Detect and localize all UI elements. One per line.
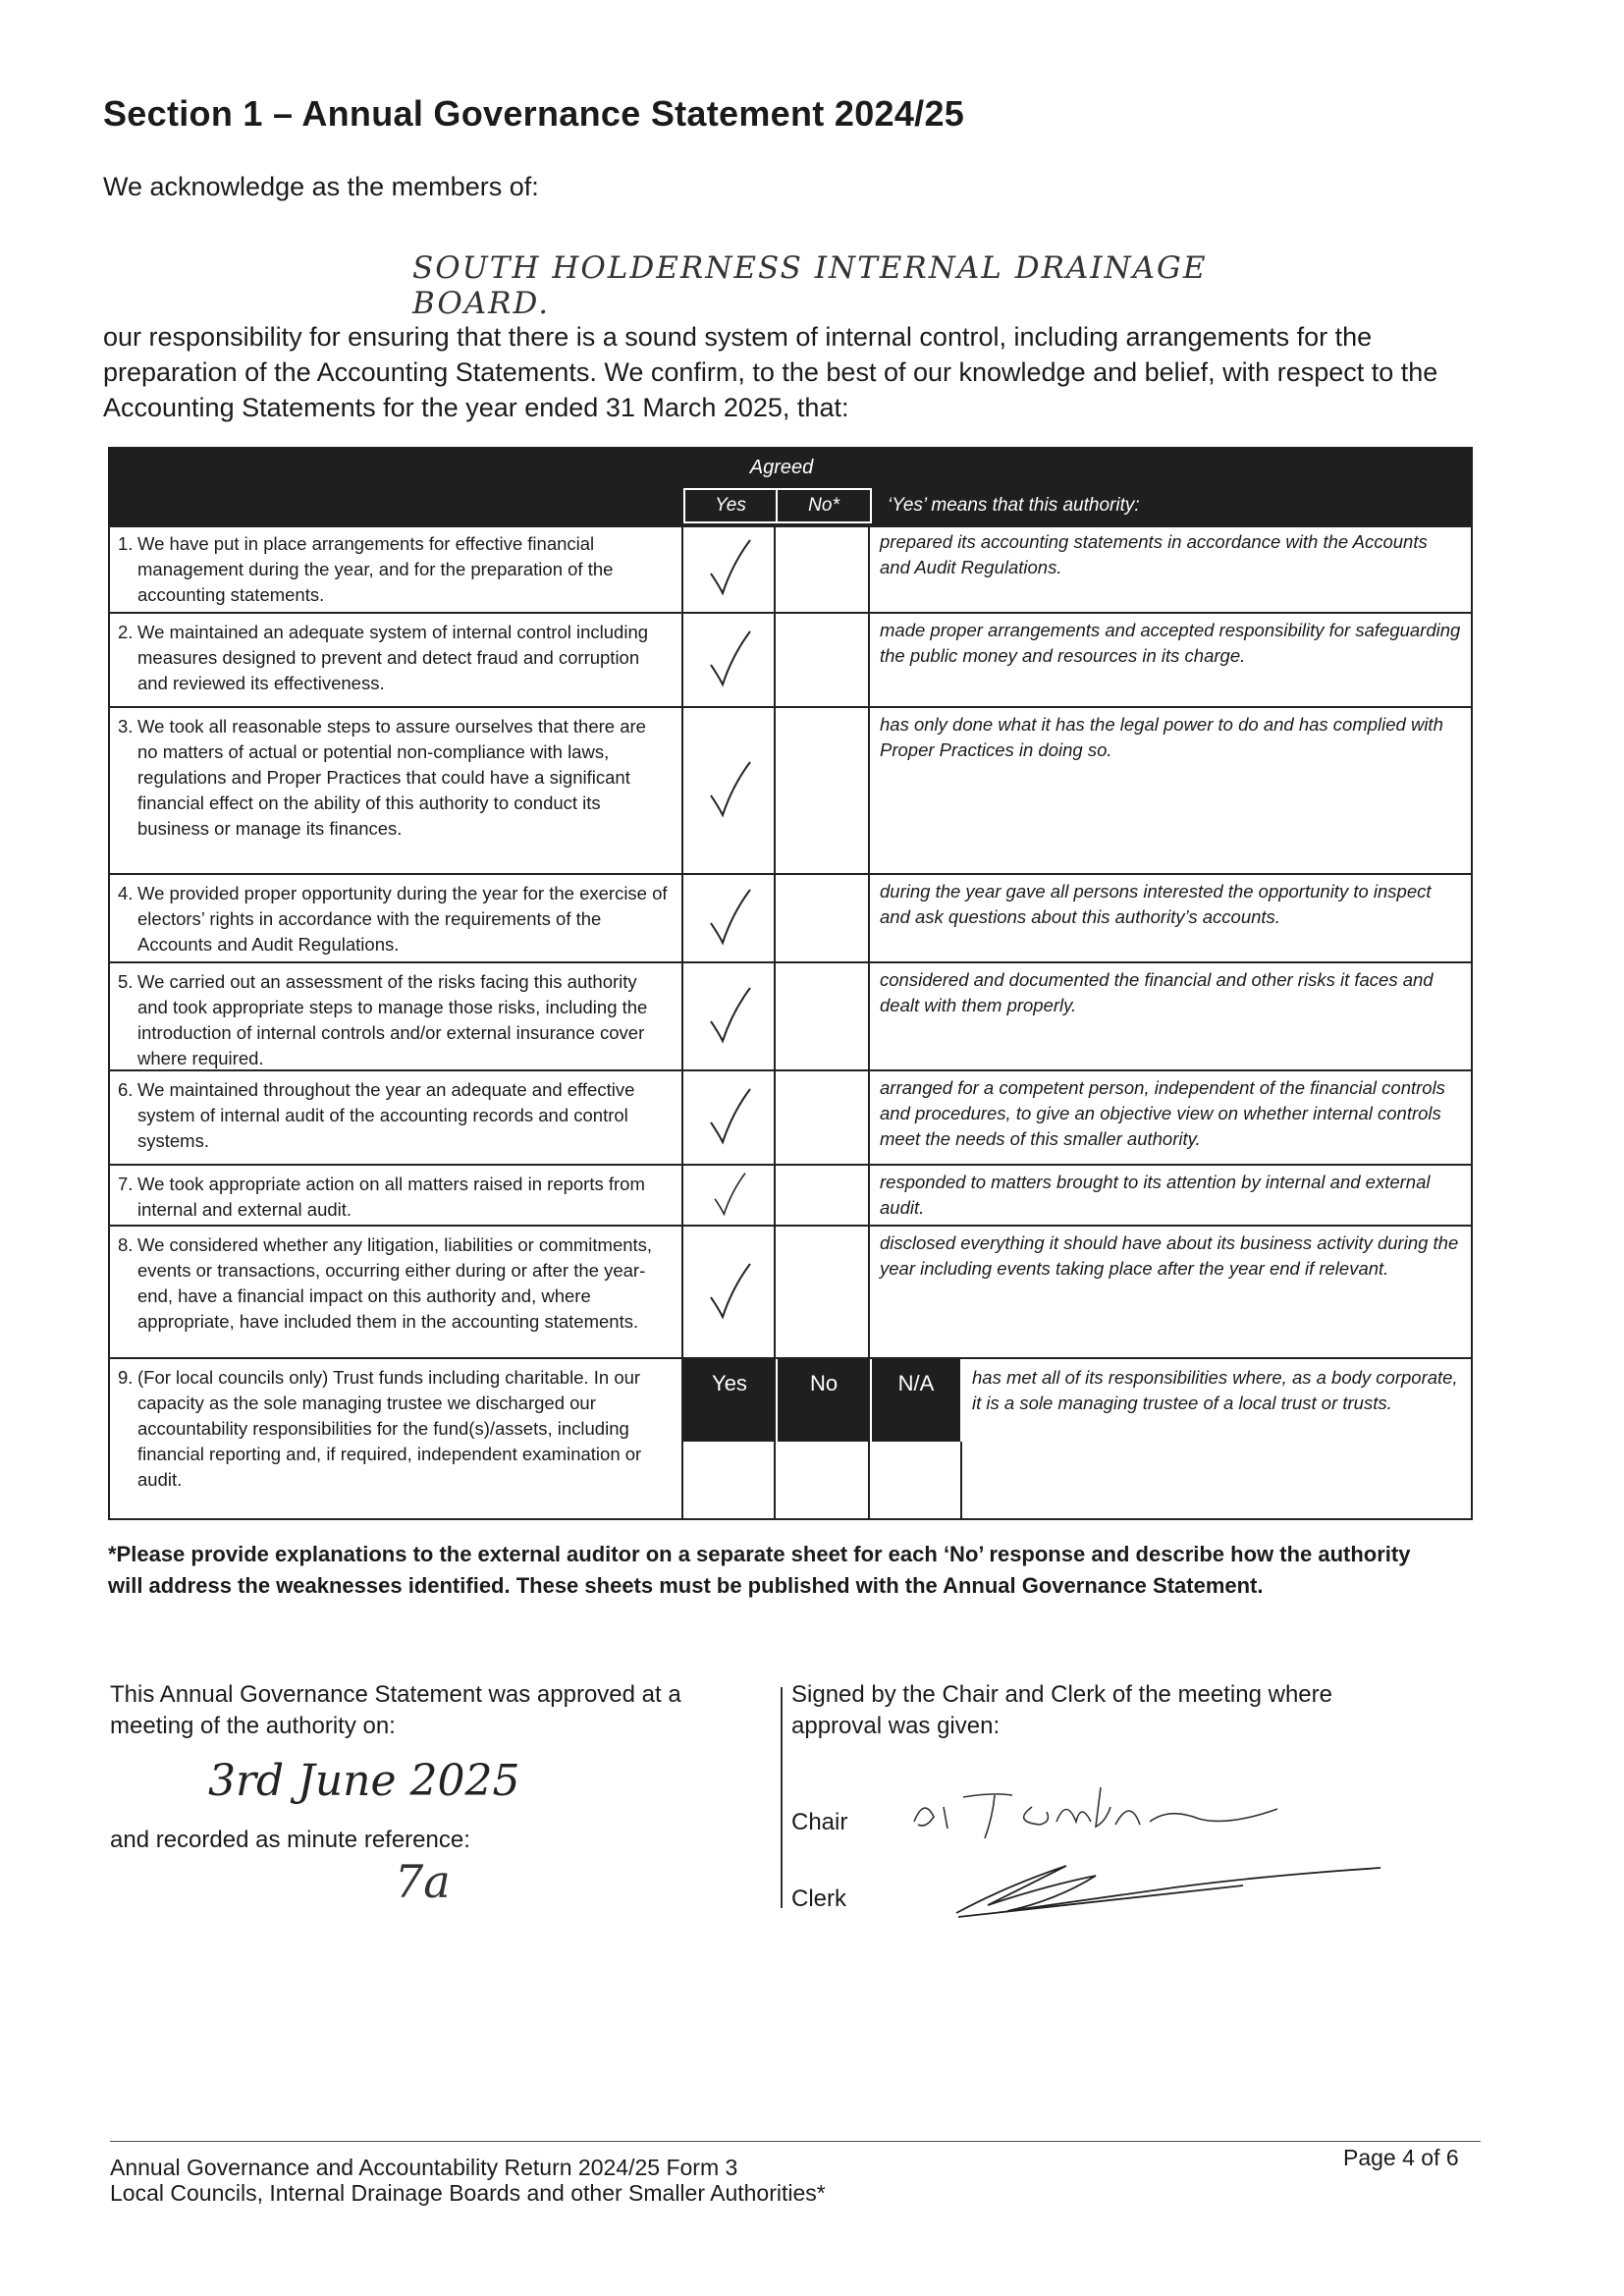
- header-yes-trust: Yes: [683, 1359, 776, 1442]
- table-row: [108, 525, 1473, 614]
- intro-paragraph: our responsibility for ensuring that there is a sound system of internal control, including arrangements for the preparation of the Accounting Statements. We confirm, to the best of our knowledge and belief, with respect to the Accounting Statements for the year ended 31 March 2025, that:: [103, 322, 1438, 422]
- footnote: *Please provide explanations to the external auditor on a separate sheet for each ‘No’ response and describe how the authority will address the weaknesses identified. These sheets must be published with the Annual Governance Statement.: [108, 1542, 1411, 1598]
- yes-cell: [683, 1166, 776, 1225]
- means-cell: arranged for a competent person, independent of the financial controls and procedures, to give an objective view on whether internal controls meet the needs of this smaller authority.: [870, 1071, 1473, 1164]
- yes-cell: [683, 1071, 776, 1164]
- table-row: [108, 1227, 1473, 1359]
- statement-text: We took all reasonable steps to assure ourselves that there are no matters of actual or potential non-compliance with laws, regulations and Proper Practices that could have a significant financial effect on the ability of this authority to conduct its business or manage its finances.: [137, 716, 646, 839]
- page-title: Section 1 – Annual Governance Statement 2024/25: [103, 93, 965, 134]
- header-means: ‘Yes’ means that this authority:: [888, 495, 1140, 516]
- tick-mark-icon: [699, 884, 758, 953]
- statement-cell: [108, 614, 683, 706]
- table-row: [108, 614, 1473, 708]
- no-cell-trust: [776, 1442, 870, 1518]
- means-cell: responded to matters brought to its attention by internal and external audit.: [870, 1166, 1473, 1225]
- statement-cell: [108, 525, 683, 612]
- row-number: 1.: [118, 533, 134, 554]
- table-row: [108, 708, 1473, 875]
- means-cell-trust: has met all of its responsibilities where, as a body corporate, it is a sole managing trustee of a local trust or trusts.: [962, 1359, 1473, 1518]
- statement-cell: [108, 1359, 683, 1518]
- no-cell: [776, 614, 870, 706]
- table-row: [108, 1071, 1473, 1166]
- tick-mark-icon: [699, 1258, 758, 1327]
- table-top-rule: [108, 525, 1473, 527]
- row-number: 9.: [118, 1367, 134, 1388]
- yes-cell: [683, 963, 776, 1069]
- tick-mark-icon: [699, 1169, 758, 1222]
- statement-cell: [108, 875, 683, 961]
- table-row-trust-funds: [108, 1359, 1473, 1520]
- means-cell: has only done what it has the legal power to do and has complied with Proper Practices in doing so.: [870, 708, 1473, 873]
- no-cell: [776, 875, 870, 961]
- tick-mark-icon: [699, 534, 758, 603]
- signed-label: Signed by the Chair and Clerk of the meeting where approval was given:: [791, 1681, 1332, 1739]
- statement-text: We have put in place arrangements for effective financial management during the year, and for the preparation of the accounting statements.: [137, 533, 614, 605]
- means-cell: prepared its accounting statements in accordance with the Accounts and Audit Regulations.: [870, 525, 1473, 612]
- clerk-label: Clerk: [791, 1886, 847, 1912]
- footer-form-title: Annual Governance and Accountability Return 2024/25 Form 3: [110, 2155, 738, 2180]
- tick-mark-icon: [699, 626, 758, 694]
- statement-cell: [108, 1227, 683, 1357]
- no-cell: [776, 1227, 870, 1357]
- no-cell: [776, 963, 870, 1069]
- tick-mark-icon: [699, 982, 758, 1051]
- row-number: 2.: [118, 622, 134, 642]
- na-cell-trust: [870, 1442, 962, 1518]
- authority-name-handwritten: SOUTH HOLDERNESS INTERNAL DRAINAGE BOARD.: [412, 250, 1208, 321]
- statement-cell: [108, 963, 683, 1069]
- row-number: 6.: [118, 1079, 134, 1100]
- yes-cell: [683, 875, 776, 961]
- page-number: Page 4 of 6: [1343, 2145, 1459, 2170]
- tick-mark-icon: [699, 1083, 758, 1152]
- table-row: [108, 875, 1473, 963]
- header-no: No*: [776, 488, 872, 523]
- statement-text: We took appropriate action on all matters raised in reports from internal and external audit.: [137, 1174, 645, 1220]
- footer-rule: [110, 2141, 1481, 2142]
- clerk-signature: [948, 1846, 1390, 1925]
- table-rows: [108, 525, 1473, 1520]
- statement-text: We considered whether any litigation, liabilities or commitments, events or transactions, occurring either during or after the year-end, have a financial impact on this authority and, where appropriate, have included them in the accounting statements.: [137, 1234, 653, 1332]
- no-cell: [776, 1166, 870, 1225]
- statement-text: We maintained an adequate system of internal control including measures designed to prevent and detect fraud and corruption and reviewed its effectiveness.: [137, 622, 649, 693]
- means-cell: during the year gave all persons interested the opportunity to inspect and ask questions about this authority’s accounts.: [870, 875, 1473, 961]
- row-number: 4.: [118, 883, 134, 903]
- chair-signature: [904, 1768, 1317, 1856]
- approval-section: [110, 1679, 719, 1908]
- header-no-trust: No: [778, 1359, 870, 1442]
- row-number: 3.: [118, 716, 134, 737]
- acknowledgement-text: We acknowledge as the members of:: [103, 172, 539, 201]
- yes-cell-trust: [683, 1442, 776, 1518]
- means-cell: made proper arrangements and accepted responsibility for safeguarding the public money and resources in its charge.: [870, 614, 1473, 706]
- table-row: [108, 1166, 1473, 1227]
- signature-divider: [781, 1687, 783, 1908]
- header-na-trust: N/A: [872, 1359, 960, 1442]
- approval-label: This Annual Governance Statement was approved at a meeting of the authority on:: [110, 1681, 681, 1739]
- means-cell: considered and documented the financial and other risks it faces and dealt with them properly.: [870, 963, 1473, 1069]
- chair-label: Chair: [791, 1809, 848, 1835]
- minute-reference-label: and recorded as minute reference:: [110, 1827, 470, 1853]
- row-number: 7.: [118, 1174, 134, 1194]
- means-cell: disclosed everything it should have about its business activity during the year including events taking place after the year end if relevant.: [870, 1227, 1473, 1357]
- statement-text: We provided proper opportunity during the year for the exercise of electors’ rights in accordance with the requirements of the Accounts and Audit Regulations.: [137, 883, 668, 955]
- no-cell: [776, 708, 870, 873]
- yes-cell: [683, 1227, 776, 1357]
- statement-cell: [108, 1166, 683, 1225]
- governance-table: [108, 447, 1473, 1520]
- statement-cell: [108, 708, 683, 873]
- statement-text: We maintained throughout the year an adequate and effective system of internal audit of the accounting records and control systems.: [137, 1079, 635, 1151]
- yes-cell: [683, 614, 776, 706]
- row-number: 5.: [118, 971, 134, 992]
- minute-reference-handwritten: 7a: [395, 1855, 451, 1908]
- row-number: 8.: [118, 1234, 134, 1255]
- signature-section: [791, 1679, 1420, 1912]
- yes-cell: [683, 525, 776, 612]
- statement-text: (For local councils only) Trust funds including charitable. In our capacity as the sole managing trustee we discharged our accountability responsibilities for the fund(s)/assets, including financial reporting and, if required, independent examination or audit.: [137, 1367, 642, 1490]
- yes-cell: [683, 708, 776, 873]
- tick-mark-icon: [699, 756, 758, 825]
- statement-cell: [108, 1071, 683, 1164]
- approval-date-handwritten: 3rd June 2025: [208, 1756, 520, 1806]
- no-cell: [776, 525, 870, 612]
- footer-authorities: Local Councils, Internal Drainage Boards and other Smaller Authorities*: [110, 2180, 826, 2206]
- table-row: [108, 963, 1473, 1071]
- statement-text: We carried out an assessment of the risks facing this authority and took appropriate steps to manage those risks, including the introduction of internal controls and/or external insurance cover where required.: [137, 971, 648, 1068]
- no-cell: [776, 1071, 870, 1164]
- header-yes: Yes: [683, 488, 778, 523]
- header-agreed: Agreed: [749, 457, 814, 478]
